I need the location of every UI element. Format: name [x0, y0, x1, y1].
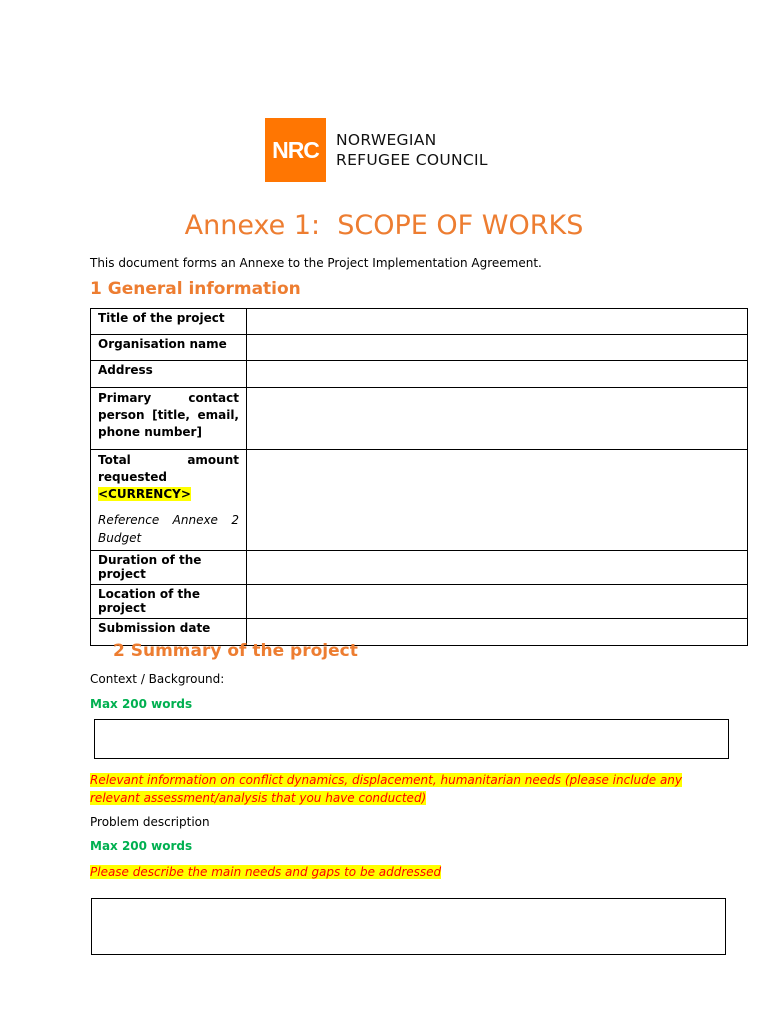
- problem-guidance: [90, 865, 441, 879]
- context-guidance-text: Relevant information on conflict dynamics, displacement, humanitarian needs (please include any relevant assessment/analysis that you have conducted): [90, 773, 683, 805]
- row-label: Address: [91, 361, 247, 388]
- row-label: Submission date: [91, 619, 247, 646]
- context-label: Context / Background:: [90, 672, 225, 686]
- nrc-logo-mark: NRC: [265, 118, 326, 182]
- title-of-project-field[interactable]: [247, 309, 748, 335]
- row-label: [91, 450, 247, 551]
- row-label: Primary contact person [title, email, phone number]: [91, 388, 247, 450]
- table-row: [91, 585, 748, 619]
- row-label: Organisation name: [91, 335, 247, 361]
- context-text-box[interactable]: [94, 719, 729, 759]
- total-amount-label: Total amount requested: [98, 453, 239, 484]
- total-amount-field[interactable]: [247, 450, 748, 551]
- table-row: [91, 335, 748, 361]
- address-field[interactable]: [247, 361, 748, 388]
- nrc-logo: [265, 118, 488, 182]
- row-label: Duration of the project: [91, 551, 247, 585]
- organisation-name-field[interactable]: [247, 335, 748, 361]
- problem-guidance-text: Please describe the main needs and gaps to be addressed: [90, 865, 442, 879]
- intro-text: This document forms an Annexe to the Project Implementation Agreement.: [90, 256, 542, 270]
- currency-placeholder: <CURRENCY>: [98, 487, 191, 501]
- document-title: Annexe 1: SCOPE OF WORKS: [184, 210, 584, 241]
- general-information-table: [90, 308, 748, 646]
- problem-word-limit: Max 200 words: [90, 839, 193, 853]
- logo-line-1: NORWEGIAN: [336, 131, 437, 149]
- table-row: [91, 361, 748, 388]
- context-guidance: [90, 771, 690, 807]
- location-field[interactable]: [247, 585, 748, 619]
- problem-description-label: Problem description: [90, 815, 210, 829]
- nrc-logo-text: [336, 130, 488, 170]
- table-row: [91, 551, 748, 585]
- budget-reference-note: Reference Annexe 2 Budget: [98, 513, 239, 545]
- table-row: [91, 450, 748, 551]
- duration-field[interactable]: [247, 551, 748, 585]
- section-2-heading: 2 Summary of the project: [113, 641, 358, 661]
- row-label: Title of the project: [91, 309, 247, 335]
- primary-contact-field[interactable]: [247, 388, 748, 450]
- row-label: Location of the project: [91, 585, 247, 619]
- logo-line-2: REFUGEE COUNCIL: [336, 151, 488, 169]
- problem-text-box[interactable]: [91, 898, 726, 955]
- table-row: [91, 388, 748, 450]
- section-1-heading: 1 General information: [90, 279, 301, 299]
- context-word-limit: Max 200 words: [90, 697, 193, 711]
- table-row: [91, 309, 748, 335]
